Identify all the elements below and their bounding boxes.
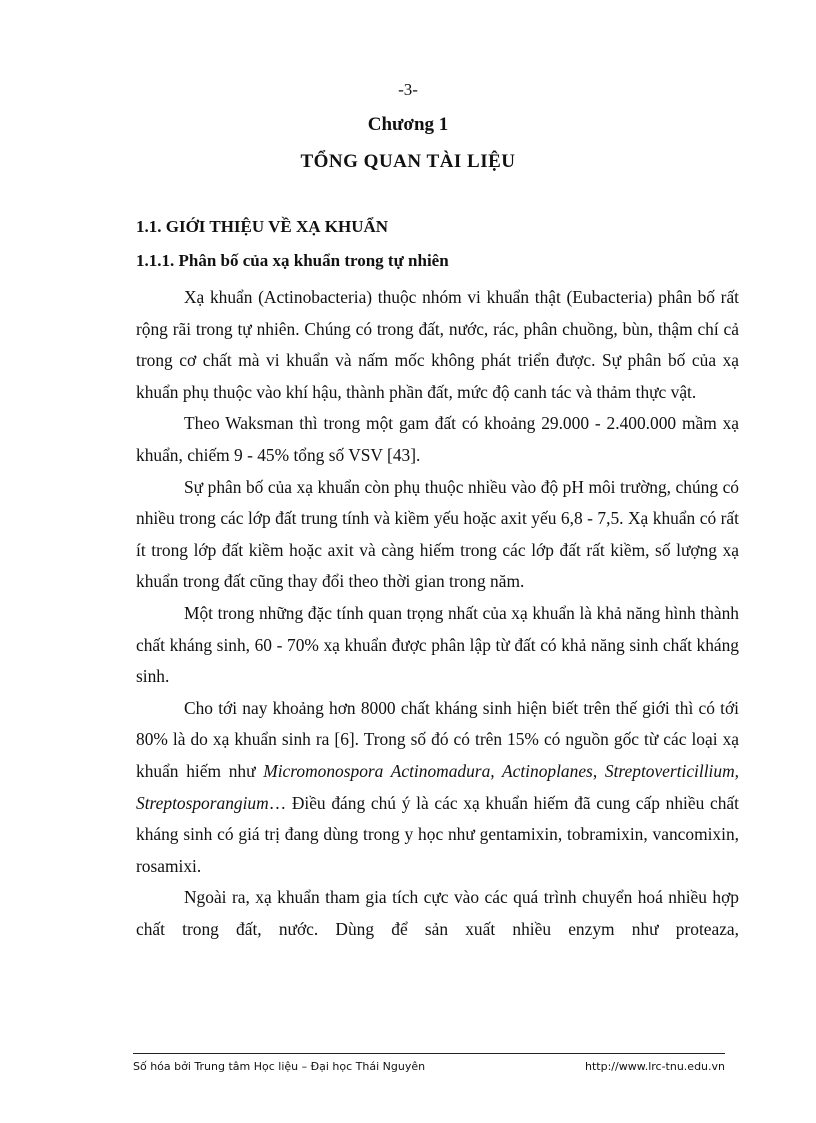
text-span: … Điều đáng chú ý là các xạ khuẩn hiếm đã cung cấp nhiều chất kháng sinh có giá trị đang dùng trong y học như gentamixin, tobramixin, vancomixin, rosamixi. xyxy=(136,792,739,876)
text-span: Cho tới nay khoảng hơn 8000 chất kháng sinh hiện biết trên thế giới thì có tới 80% là do xạ khuẩn sinh ra [6]. Trong số đó có trên 15% có nguồn gốc từ các loại xạ khuẩn hiếm như xyxy=(136,697,739,781)
paragraph: Sự phân bố của xạ khuẩn còn phụ thuộc nhiều vào độ pH môi trường, chúng có nhiều trong các lớp đất trung tính và kiềm yếu hoặc axit yếu 6,8 - 7,5. Xạ khuẩn có rất ít trong lớp đất kiềm hoặc axit và càng hiếm trong các lớp đất rất kiềm, số lượng xạ khuẩn trong đất cũng thay đổi theo thời gian trong năm. xyxy=(136,476,739,592)
footer-divider xyxy=(133,1053,725,1054)
species-name: Streptoverticillium, Streptosporangium xyxy=(136,760,739,813)
footer-source: Số hóa bởi Trung tâm Học liệu – Đại học Thái Nguyên xyxy=(133,1060,426,1073)
section-heading-1-1: 1.1. GIỚI THIỆU VỀ XẠ KHUẨN xyxy=(136,217,389,236)
species-name: Micromonospora Actinomadura, Actinoplanes xyxy=(263,760,593,781)
text-span: , xyxy=(592,760,605,781)
paragraph: Xạ khuẩn (Actinobacteria) thuộc nhóm vi khuẩn thật (Eubacteria) phân bố rất rộng rãi trong tự nhiên. Chúng có trong đất, nước, rác, phân chuồng, bùn, thậm chí cả trong cơ chất mà vi khuẩn và nấm mốc không phát triển được. Sự phân bố của xạ khuẩn phụ thuộc vào khí hậu, thành phần đất, mức độ canh tác và thảm thực vật. xyxy=(136,287,739,402)
paragraph: Theo Waksman thì trong một gam đất có khoảng 29.000 - 2.400.000 mầm xạ khuẩn, chiếm 9 - 45% tổng số VSV [43]. xyxy=(136,413,739,465)
paragraph xyxy=(136,693,739,883)
page-number: -3- xyxy=(398,80,418,99)
footer-url: http://www.lrc-tnu.edu.vn xyxy=(585,1060,725,1073)
body-text xyxy=(136,282,739,945)
paragraph: Một trong những đặc tính quan trọng nhất của xạ khuẩn là khả năng hình thành chất kháng sinh, 60 - 70% xạ khuẩn được phân lập từ đất có khả năng sinh chất kháng sinh. xyxy=(136,602,739,687)
chapter-title: TỔNG QUAN TÀI LIỆU xyxy=(300,151,516,172)
chapter-label: Chương 1 xyxy=(367,114,449,135)
section-heading-1-1-1: 1.1.1. Phân bố của xạ khuẩn trong tự nhiên xyxy=(136,251,449,270)
paragraph: Ngoài ra, xạ khuẩn tham gia tích cực vào các quá trình chuyển hoá nhiều hợp chất trong đất, nước. Dùng để sản xuất nhiều enzym như proteaza, xyxy=(136,887,739,939)
